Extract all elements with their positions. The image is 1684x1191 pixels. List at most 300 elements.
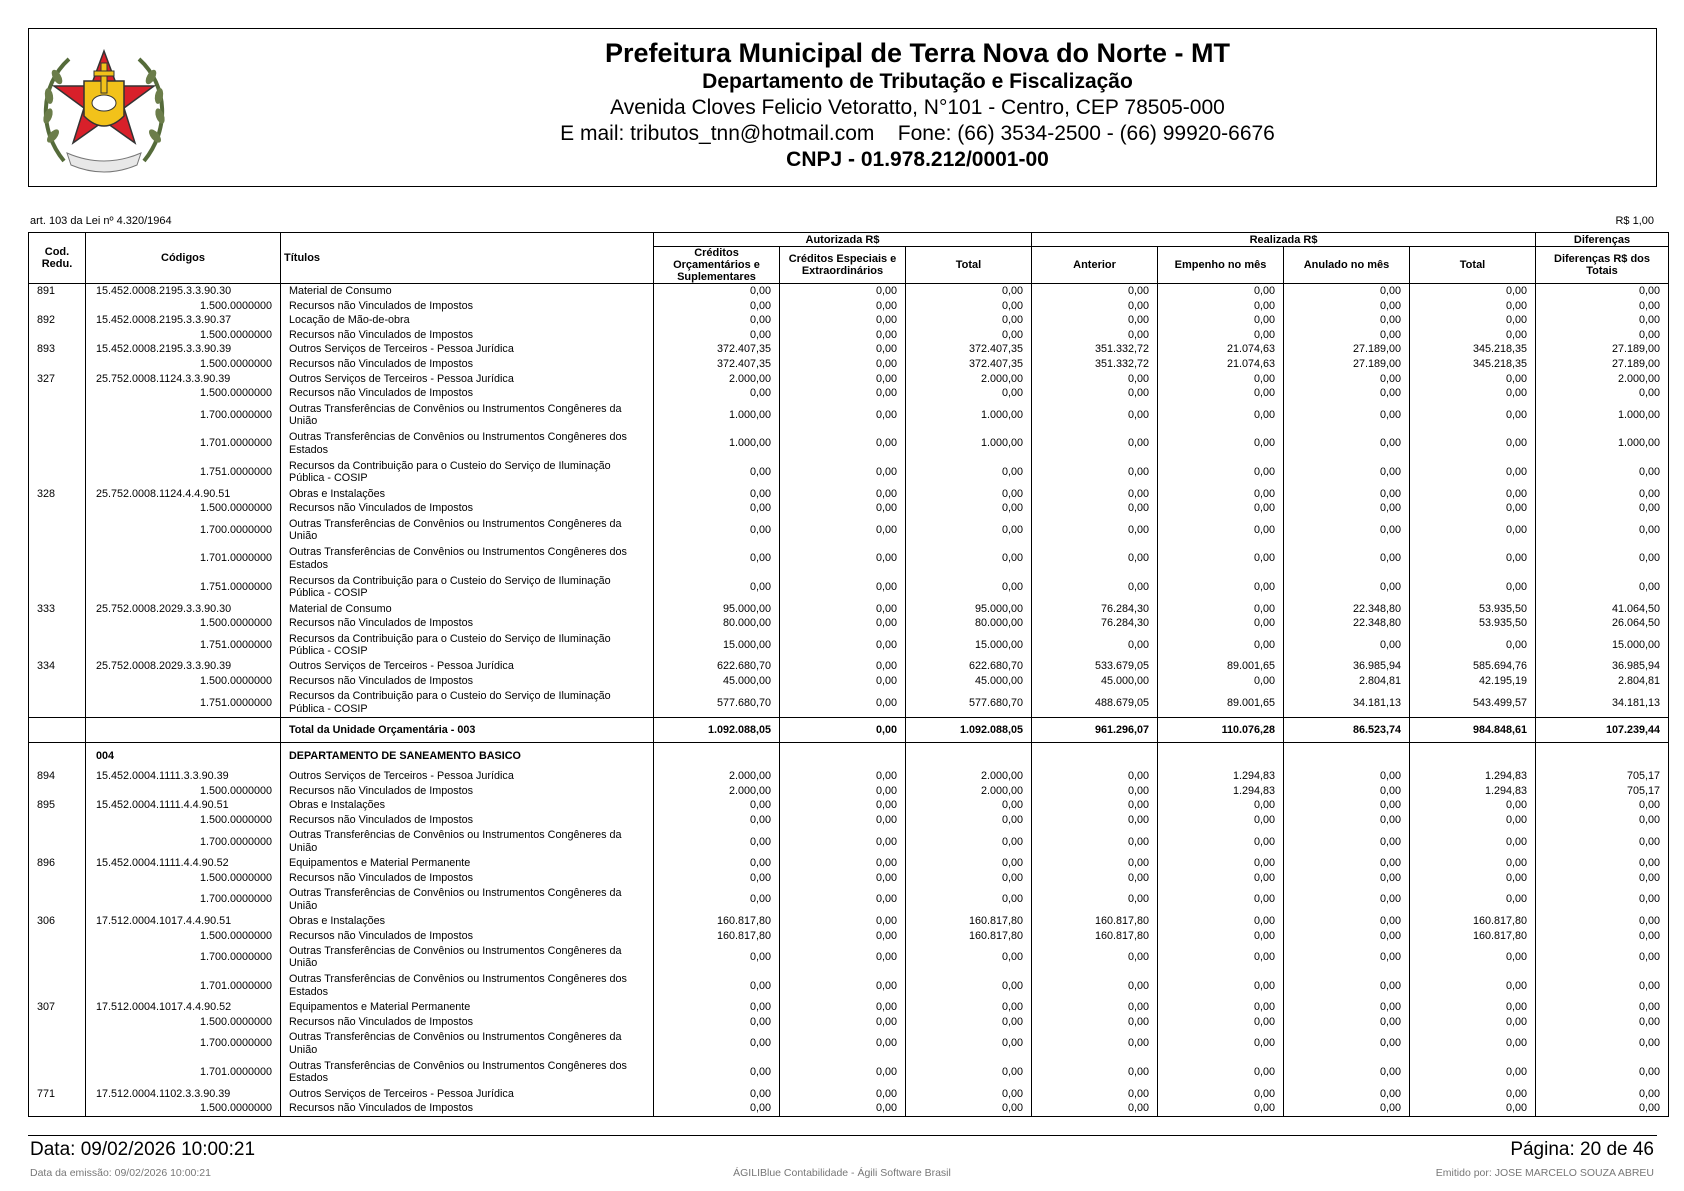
cell-cod [29,1015,86,1030]
cell-anterior: 0,00 [1032,784,1158,799]
cell-codigo: 15.452.0008.2195.3.3.90.30 [86,284,281,299]
cell-total-real: 160.817,80 [1410,914,1536,929]
cell-total-real: 1.294,83 [1410,784,1536,799]
cell-cod [29,616,86,631]
table-row [29,573,1669,602]
table-row [29,386,1669,401]
cell-creditos-esp [780,743,906,770]
cell-total-aut: 0,00 [906,871,1032,886]
col-creditos-especiais: Créditos Especiais e Extraordinários [780,247,906,284]
cell-total-real: 585.694,76 [1410,659,1536,674]
cell-diferenca: 0,00 [1536,943,1669,972]
cell-total-real: 984.848,61 [1410,718,1536,743]
cell-cod: 895 [29,798,86,813]
cell-anulado: 0,00 [1284,501,1410,516]
cell-total-real: 0,00 [1410,429,1536,458]
cell-empenho: 89.001,65 [1158,659,1284,674]
cell-titulo: Recursos não Vinculados de Impostos [281,357,654,372]
cell-titulo: Equipamentos e Material Permanente [281,1000,654,1015]
cell-cod [29,784,86,799]
cell-titulo: Recursos não Vinculados de Impostos [281,928,654,943]
cell-creditos-orc: 577.680,70 [654,688,780,717]
cell-total-real: 0,00 [1410,386,1536,401]
cell-anulado: 36.985,94 [1284,659,1410,674]
cell-creditos-esp: 0,00 [780,342,906,357]
cell-empenho: 0,00 [1158,1029,1284,1058]
cell-creditos-esp: 0,00 [780,659,906,674]
col-titulos: Títulos [281,233,654,284]
table-row [29,631,1669,660]
cell-total-real: 0,00 [1410,1015,1536,1030]
cell-titulo: Recursos não Vinculados de Impostos [281,299,654,314]
table-row [29,501,1669,516]
cell-creditos-esp: 0,00 [780,401,906,430]
cell-total-aut: 160.817,80 [906,914,1032,929]
cell-total-real: 0,00 [1410,1101,1536,1116]
table-row [29,429,1669,458]
cell-titulo: Recursos não Vinculados de Impostos [281,328,654,343]
cell-total-aut: 577.680,70 [906,688,1032,717]
cell-cod [29,943,86,972]
table-row [29,602,1669,617]
cell-titulo: Recursos não Vinculados de Impostos [281,813,654,828]
cell-codigo: 17.512.0004.1017.4.4.90.52 [86,1000,281,1015]
cell-anterior [1032,743,1158,770]
cell-cod [29,516,86,545]
cell-creditos-esp: 0,00 [780,284,906,299]
cell-empenho: 0,00 [1158,928,1284,943]
table-row [29,1000,1669,1015]
cell-empenho: 0,00 [1158,516,1284,545]
cell-codigo: 1.500.0000000 [86,1101,281,1116]
cell-creditos-orc: 0,00 [654,972,780,1001]
cell-empenho: 0,00 [1158,674,1284,689]
phone: Fone: (66) 3534-2500 - (66) 99920-6676 [897,122,1275,145]
cell-empenho: 21.074,63 [1158,342,1284,357]
table-row [29,943,1669,972]
cell-creditos-orc: 0,00 [654,487,780,502]
cell-empenho: 89.001,65 [1158,688,1284,717]
cell-creditos-esp: 0,00 [780,798,906,813]
cell-codigo [86,718,281,743]
cell-anterior: 0,00 [1032,1087,1158,1102]
cell-titulo: Recursos não Vinculados de Impostos [281,871,654,886]
cell-codigo: 25.752.0008.1124.3.3.90.39 [86,372,281,387]
cell-total-aut [906,743,1032,770]
cell-anterior: 0,00 [1032,769,1158,784]
group-autorizada: Autorizada R$ [654,233,1032,247]
col-empenho: Empenho no mês [1158,247,1284,284]
cell-cod: 892 [29,313,86,328]
cell-total-real: 0,00 [1410,544,1536,573]
cell-cod: 896 [29,856,86,871]
cell-empenho: 0,00 [1158,972,1284,1001]
budget-table [28,232,1669,1117]
cell-creditos-esp: 0,00 [780,386,906,401]
cell-codigo: 25.752.0008.2029.3.3.90.30 [86,602,281,617]
cell-total-aut: 0,00 [906,284,1032,299]
cell-titulo: Recursos não Vinculados de Impostos [281,674,654,689]
cell-creditos-orc: 0,00 [654,501,780,516]
cell-creditos-orc: 372.407,35 [654,357,780,372]
cell-diferenca: 36.985,94 [1536,659,1669,674]
cell-creditos-orc: 1.000,00 [654,429,780,458]
cell-total-aut: 0,00 [906,943,1032,972]
cell-anterior: 0,00 [1032,885,1158,914]
cell-codigo: 1.500.0000000 [86,1015,281,1030]
cell-titulo: Equipamentos e Material Permanente [281,856,654,871]
cell-anulado: 0,00 [1284,1000,1410,1015]
cell-empenho: 0,00 [1158,602,1284,617]
cell-creditos-orc: 0,00 [654,386,780,401]
cell-creditos-orc: 2.000,00 [654,784,780,799]
cell-anulado: 86.523,74 [1284,718,1410,743]
cell-creditos-orc: 0,00 [654,871,780,886]
cell-creditos-orc: 0,00 [654,516,780,545]
cell-titulo: Obras e Instalações [281,798,654,813]
cell-creditos-esp: 0,00 [780,573,906,602]
cell-creditos-esp: 0,00 [780,372,906,387]
cell-anulado: 0,00 [1284,813,1410,828]
cell-anterior: 0,00 [1032,1101,1158,1116]
cell-diferenca: 34.181,13 [1536,688,1669,717]
cell-titulo: Outros Serviços de Terceiros - Pessoa Jurídica [281,372,654,387]
cell-total-aut: 45.000,00 [906,674,1032,689]
cell-anterior: 76.284,30 [1032,602,1158,617]
cell-diferenca: 107.239,44 [1536,718,1669,743]
cell-anulado: 0,00 [1284,1015,1410,1030]
table-row [29,688,1669,717]
cell-codigo: 1.500.0000000 [86,501,281,516]
table-row [29,357,1669,372]
cell-titulo: Recursos da Contribuição para o Custeio do Serviço de Iluminação Pública - COSIP [281,688,654,717]
table-row [29,972,1669,1001]
cell-codigo: 1.700.0000000 [86,516,281,545]
table-row [29,328,1669,343]
footer-divider [28,1135,1657,1136]
cell-total-real: 345.218,35 [1410,342,1536,357]
cell-codigo: 25.752.0008.1124.4.4.90.51 [86,487,281,502]
cell-creditos-orc: 95.000,00 [654,602,780,617]
cell-total-real: 0,00 [1410,943,1536,972]
cell-codigo: 15.452.0008.2195.3.3.90.37 [86,313,281,328]
cell-codigo: 1.700.0000000 [86,885,281,914]
table-row [29,401,1669,430]
cell-total-real: 0,00 [1410,372,1536,387]
cell-diferenca: 26.064,50 [1536,616,1669,631]
cell-codigo: 1.700.0000000 [86,827,281,856]
cell-diferenca: 2.000,00 [1536,372,1669,387]
cell-anulado: 27.189,00 [1284,342,1410,357]
cell-anterior: 0,00 [1032,1029,1158,1058]
table-row [29,784,1669,799]
cell-codigo: 1.500.0000000 [86,813,281,828]
cell-total-aut: 622.680,70 [906,659,1032,674]
table-row [29,769,1669,784]
cell-diferenca: 41.064,50 [1536,602,1669,617]
table-row [29,299,1669,314]
cell-titulo: Outras Transferências de Convênios ou Instrumentos Congêneres dos Estados [281,1058,654,1087]
cell-diferenca: 0,00 [1536,487,1669,502]
table-row [29,928,1669,943]
cell-total-real: 0,00 [1410,458,1536,487]
cell-empenho: 0,00 [1158,372,1284,387]
cell-diferenca: 0,00 [1536,871,1669,886]
cell-cod [29,928,86,943]
cell-creditos-esp: 0,00 [780,357,906,372]
cell-titulo: Recursos não Vinculados de Impostos [281,616,654,631]
cell-diferenca: 0,00 [1536,1101,1669,1116]
col-anulado: Anulado no mês [1284,247,1410,284]
cell-cod [29,401,86,430]
cell-cod [29,544,86,573]
cell-diferenca: 15.000,00 [1536,631,1669,660]
cell-diferenca: 0,00 [1536,458,1669,487]
cell-codigo: 15.452.0004.1111.4.4.90.51 [86,798,281,813]
cell-empenho: 0,00 [1158,871,1284,886]
cell-creditos-orc: 160.817,80 [654,914,780,929]
cell-diferenca: 2.804,81 [1536,674,1669,689]
cell-creditos-esp: 0,00 [780,885,906,914]
cell-anulado: 0,00 [1284,784,1410,799]
cell-creditos-esp: 0,00 [780,458,906,487]
cell-creditos-orc: 0,00 [654,573,780,602]
cell-codigo: 1.751.0000000 [86,573,281,602]
cell-total-aut: 1.000,00 [906,429,1032,458]
cell-codigo: 1.701.0000000 [86,544,281,573]
cell-creditos-esp: 0,00 [780,871,906,886]
cell-titulo: Obras e Instalações [281,914,654,929]
cell-empenho: 0,00 [1158,401,1284,430]
cell-total-real: 53.935,50 [1410,616,1536,631]
cell-titulo: Obras e Instalações [281,487,654,502]
cell-cod: 333 [29,602,86,617]
cell-empenho: 21.074,63 [1158,357,1284,372]
table-row [29,487,1669,502]
table-row [29,885,1669,914]
cell-titulo: Recursos não Vinculados de Impostos [281,1101,654,1116]
cell-anulado: 2.804,81 [1284,674,1410,689]
cell-creditos-orc: 0,00 [654,544,780,573]
cell-cod [29,743,86,770]
cell-total-aut: 0,00 [906,972,1032,1001]
cell-anterior: 0,00 [1032,458,1158,487]
cell-total-aut: 0,00 [906,1015,1032,1030]
cell-empenho: 110.076,28 [1158,718,1284,743]
cell-codigo: 1.700.0000000 [86,943,281,972]
cell-total-aut: 0,00 [906,1029,1032,1058]
cell-diferenca [1536,743,1669,770]
cell-codigo: 17.512.0004.1102.3.3.90.39 [86,1087,281,1102]
cell-empenho: 0,00 [1158,573,1284,602]
cell-anulado: 0,00 [1284,943,1410,972]
table-row [29,1015,1669,1030]
cell-total-aut: 0,00 [906,516,1032,545]
cell-diferenca: 0,00 [1536,313,1669,328]
cell-codigo: 15.452.0004.1111.3.3.90.39 [86,769,281,784]
cell-creditos-orc: 0,00 [654,798,780,813]
table-row [29,1101,1669,1116]
cell-anterior: 0,00 [1032,401,1158,430]
cell-empenho: 0,00 [1158,943,1284,972]
cell-anulado: 0,00 [1284,856,1410,871]
cell-diferenca: 0,00 [1536,798,1669,813]
cell-empenho: 0,00 [1158,284,1284,299]
table-row [29,914,1669,929]
cell-total-aut: 15.000,00 [906,631,1032,660]
cell-creditos-orc: 0,00 [654,313,780,328]
cell-titulo: DEPARTAMENTO DE SANEAMENTO BASICO [281,743,654,770]
cell-anterior: 0,00 [1032,813,1158,828]
cell-cod [29,1058,86,1087]
cell-creditos-orc: 0,00 [654,284,780,299]
cell-total-aut: 0,00 [906,1000,1032,1015]
cell-diferenca: 0,00 [1536,544,1669,573]
cell-creditos-esp: 0,00 [780,544,906,573]
cell-empenho [1158,743,1284,770]
cell-total-aut: 0,00 [906,885,1032,914]
cell-total-aut: 0,00 [906,856,1032,871]
cell-anulado [1284,743,1410,770]
cell-titulo: Total da Unidade Orçamentária - 003 [281,718,654,743]
table-row [29,1087,1669,1102]
cell-creditos-esp: 0,00 [780,328,906,343]
cell-empenho: 0,00 [1158,386,1284,401]
cell-cod: 893 [29,342,86,357]
cell-creditos-orc: 0,00 [654,328,780,343]
cell-anterior: 351.332,72 [1032,342,1158,357]
cell-empenho: 0,00 [1158,827,1284,856]
cell-empenho: 0,00 [1158,813,1284,828]
cell-total-real: 53.935,50 [1410,602,1536,617]
cell-anulado: 0,00 [1284,769,1410,784]
cell-empenho: 0,00 [1158,429,1284,458]
cell-cod: 306 [29,914,86,929]
cell-empenho: 0,00 [1158,631,1284,660]
cell-anterior: 351.332,72 [1032,357,1158,372]
cell-total-aut: 1.000,00 [906,401,1032,430]
cell-diferenca: 27.189,00 [1536,357,1669,372]
cell-anulado: 0,00 [1284,885,1410,914]
cell-empenho: 0,00 [1158,856,1284,871]
table-row [29,313,1669,328]
cell-titulo: Outras Transferências de Convênios ou Instrumentos Congêneres da União [281,943,654,972]
cell-creditos-orc: 15.000,00 [654,631,780,660]
cell-creditos-esp: 0,00 [780,299,906,314]
cell-titulo: Material de Consumo [281,284,654,299]
cell-total-real: 0,00 [1410,1058,1536,1087]
cell-creditos-orc: 0,00 [654,1000,780,1015]
cell-creditos-orc: 0,00 [654,1058,780,1087]
cell-cod [29,299,86,314]
cell-creditos-esp: 0,00 [780,914,906,929]
cell-empenho: 0,00 [1158,313,1284,328]
table-row [29,798,1669,813]
cell-creditos-esp: 0,00 [780,813,906,828]
cell-total-aut: 0,00 [906,501,1032,516]
law-reference: art. 103 da Lei nº 4.320/1964 [30,215,172,227]
cell-titulo: Outras Transferências de Convênios ou Instrumentos Congêneres da União [281,885,654,914]
cell-total-real: 345.218,35 [1410,357,1536,372]
cell-empenho: 0,00 [1158,458,1284,487]
cell-total-real: 0,00 [1410,972,1536,1001]
table-row [29,674,1669,689]
cell-codigo: 15.452.0008.2195.3.3.90.39 [86,342,281,357]
cell-anulado: 22.348,80 [1284,616,1410,631]
cell-empenho: 1.294,83 [1158,769,1284,784]
cell-total-aut: 80.000,00 [906,616,1032,631]
cell-diferenca: 0,00 [1536,1087,1669,1102]
cell-creditos-orc: 1.092.088,05 [654,718,780,743]
cell-diferenca: 0,00 [1536,856,1669,871]
cell-cod: 327 [29,372,86,387]
cell-total-real: 0,00 [1410,856,1536,871]
cell-creditos-esp: 0,00 [780,718,906,743]
cell-total-aut: 2.000,00 [906,769,1032,784]
cell-creditos-orc: 2.000,00 [654,372,780,387]
table-row [29,616,1669,631]
cell-titulo: Outros Serviços de Terceiros - Pessoa Jurídica [281,659,654,674]
cell-anterior: 160.817,80 [1032,914,1158,929]
cell-diferenca: 0,00 [1536,299,1669,314]
cell-diferenca: 0,00 [1536,1015,1669,1030]
cell-total-real: 543.499,57 [1410,688,1536,717]
table-row [29,458,1669,487]
cell-anulado: 0,00 [1284,386,1410,401]
cell-diferenca: 705,17 [1536,769,1669,784]
cell-anterior: 0,00 [1032,798,1158,813]
department-name: Departamento de Tributação e Fiscalização [702,70,1133,93]
cell-cod [29,386,86,401]
cell-cod: 334 [29,659,86,674]
cell-total-real [1410,743,1536,770]
table-row [29,544,1669,573]
section-row [29,743,1669,770]
cell-total-aut: 0,00 [906,328,1032,343]
cell-creditos-orc: 0,00 [654,827,780,856]
cell-diferenca: 0,00 [1536,928,1669,943]
col-codigos: Códigos [86,233,281,284]
cell-cod: 307 [29,1000,86,1015]
cell-total-real: 0,00 [1410,328,1536,343]
cell-total-real: 0,00 [1410,631,1536,660]
cell-total-real: 0,00 [1410,501,1536,516]
cell-cod [29,573,86,602]
cell-anterior: 160.817,80 [1032,928,1158,943]
cell-cod: 894 [29,769,86,784]
cell-anterior: 488.679,05 [1032,688,1158,717]
cell-total-aut: 372.407,35 [906,357,1032,372]
cell-titulo: Outras Transferências de Convênios ou Instrumentos Congêneres da União [281,1029,654,1058]
cell-codigo: 15.452.0004.1111.4.4.90.52 [86,856,281,871]
cell-anterior: 0,00 [1032,284,1158,299]
cell-anterior: 0,00 [1032,573,1158,602]
cell-anterior: 0,00 [1032,1058,1158,1087]
cell-creditos-orc: 0,00 [654,856,780,871]
cell-cod [29,827,86,856]
cell-anterior: 0,00 [1032,372,1158,387]
cell-cod [29,885,86,914]
table-row [29,284,1669,299]
cell-total-real: 0,00 [1410,798,1536,813]
cell-total-aut: 0,00 [906,1087,1032,1102]
cell-total-aut: 1.092.088,05 [906,718,1032,743]
currency-unit: R$ 1,00 [1615,215,1654,227]
cell-codigo: 1.701.0000000 [86,429,281,458]
cell-total-real: 0,00 [1410,401,1536,430]
cell-total-real: 0,00 [1410,313,1536,328]
cell-anterior: 0,00 [1032,943,1158,972]
